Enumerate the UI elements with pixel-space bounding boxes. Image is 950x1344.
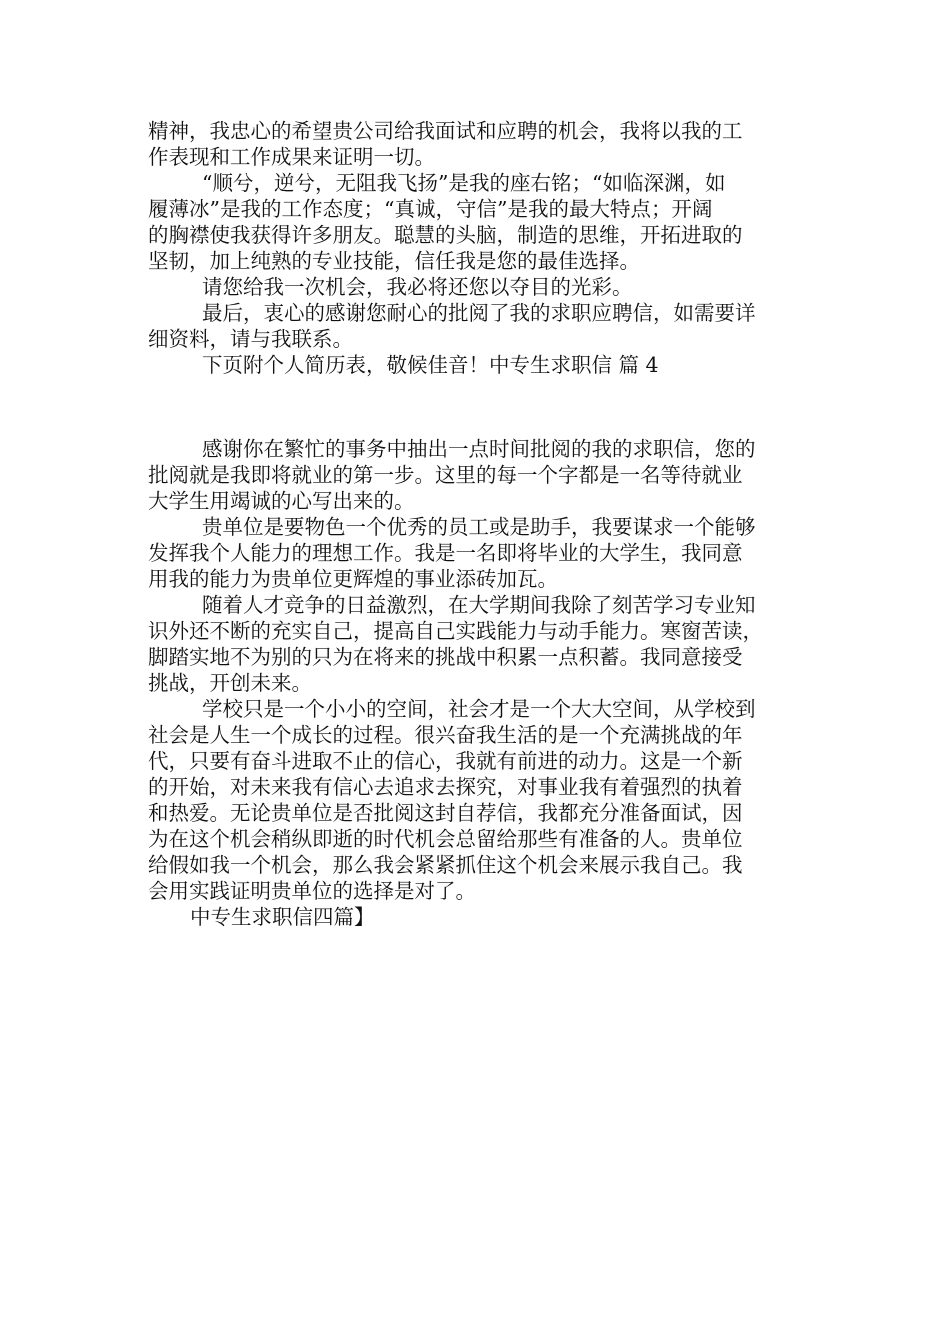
text-line: 的胸襟使我获得许多朋友。聪慧的头脑，制造的思维，开拓进取的 xyxy=(148,223,743,247)
text-line: 精神，我忠心的希望贵公司给我面试和应聘的机会，我将以我的工 xyxy=(148,119,743,143)
text-line: 挑战，开创未来。 xyxy=(148,671,312,695)
paragraph-start-line: 请您给我一次机会，我必将还您以夺目的光彩。 xyxy=(202,275,633,299)
text-line: 和热爱。无论贵单位是否批阅这封自荐信，我都充分准备面试，因 xyxy=(148,801,743,825)
text-line: 作表现和工作成果来证明一切。 xyxy=(148,145,435,169)
text-line: 发挥我个人能力的理想工作。我是一名即将毕业的大学生，我同意 xyxy=(148,541,743,565)
text-line: 坚韧，加上纯熟的专业技能，信任我是您的最佳选择。 xyxy=(148,249,640,273)
section-heading-line: 下页附个人简历表，敬候佳音！中专生求职信 篇 4 xyxy=(202,353,659,377)
text-line: 履薄冰”是我的工作态度；“真诚，守信”是我的最大特点；开阔 xyxy=(148,197,713,221)
text-line: 给假如我一个机会，那么我会紧紧抓住这个机会来展示我自己。我 xyxy=(148,853,743,877)
paragraph-start-line: 随着人才竞争的日益激烈，在大学期间我除了刻苦学习专业知 xyxy=(202,593,756,617)
paragraph-start-line: 贵单位是要物色一个优秀的员工或是助手，我要谋求一个能够 xyxy=(202,515,756,539)
text-line: 代，只要有奋斗进取不止的信心，我就有前进的动力。这是一个新 xyxy=(148,749,743,773)
section-gap xyxy=(148,378,808,436)
letter-part-1 xyxy=(148,118,808,378)
paragraph-start-line: 最后，衷心的感谢您耐心的批阅了我的求职应聘信，如需要详 xyxy=(202,301,756,325)
text-line: 为在这个机会稍纵即逝的时代机会总留给那些有准备的人。贵单位 xyxy=(148,827,743,851)
letter-part-2 xyxy=(148,436,808,930)
text-line: 识外还不断的充实自己，提高自己实践能力与动手能力。寒窗苦读， xyxy=(148,619,763,643)
paragraph-start-line: 感谢你在繁忙的事务中抽出一点时间批阅的我的求职信，您的 xyxy=(202,437,756,461)
paragraph-start-line: 学校只是一个小小的空间，社会才是一个大大空间，从学校到 xyxy=(202,697,756,721)
text-line: 细资料，请与我联系。 xyxy=(148,327,353,351)
paragraph-start-line: “顺兮，逆兮，无阻我飞扬”是我的座右铭；“如临深渊，如 xyxy=(202,171,726,195)
text-line: 用我的能力为贵单位更辉煌的事业添砖加瓦。 xyxy=(148,567,558,591)
text-line: 社会是人生一个成长的过程。很兴奋我生活的是一个充满挑战的年 xyxy=(148,723,743,747)
text-line: 会用实践证明贵单位的选择是对了。 xyxy=(148,879,476,903)
text-line: 批阅就是我即将就业的第一步。这里的每一个字都是一名等待就业 xyxy=(148,463,743,487)
text-line: 脚踏实地不为别的只为在将来的挑战中积累一点积蓄。我同意接受 xyxy=(148,645,743,669)
closing-title-line: 中专生求职信四篇】 xyxy=(190,905,375,929)
text-line: 的开始，对未来我有信心去追求去探究，对事业我有着强烈的执着 xyxy=(148,775,743,799)
text-line: 大学生用竭诚的心写出来的。 xyxy=(148,489,415,513)
document-page xyxy=(148,118,808,930)
